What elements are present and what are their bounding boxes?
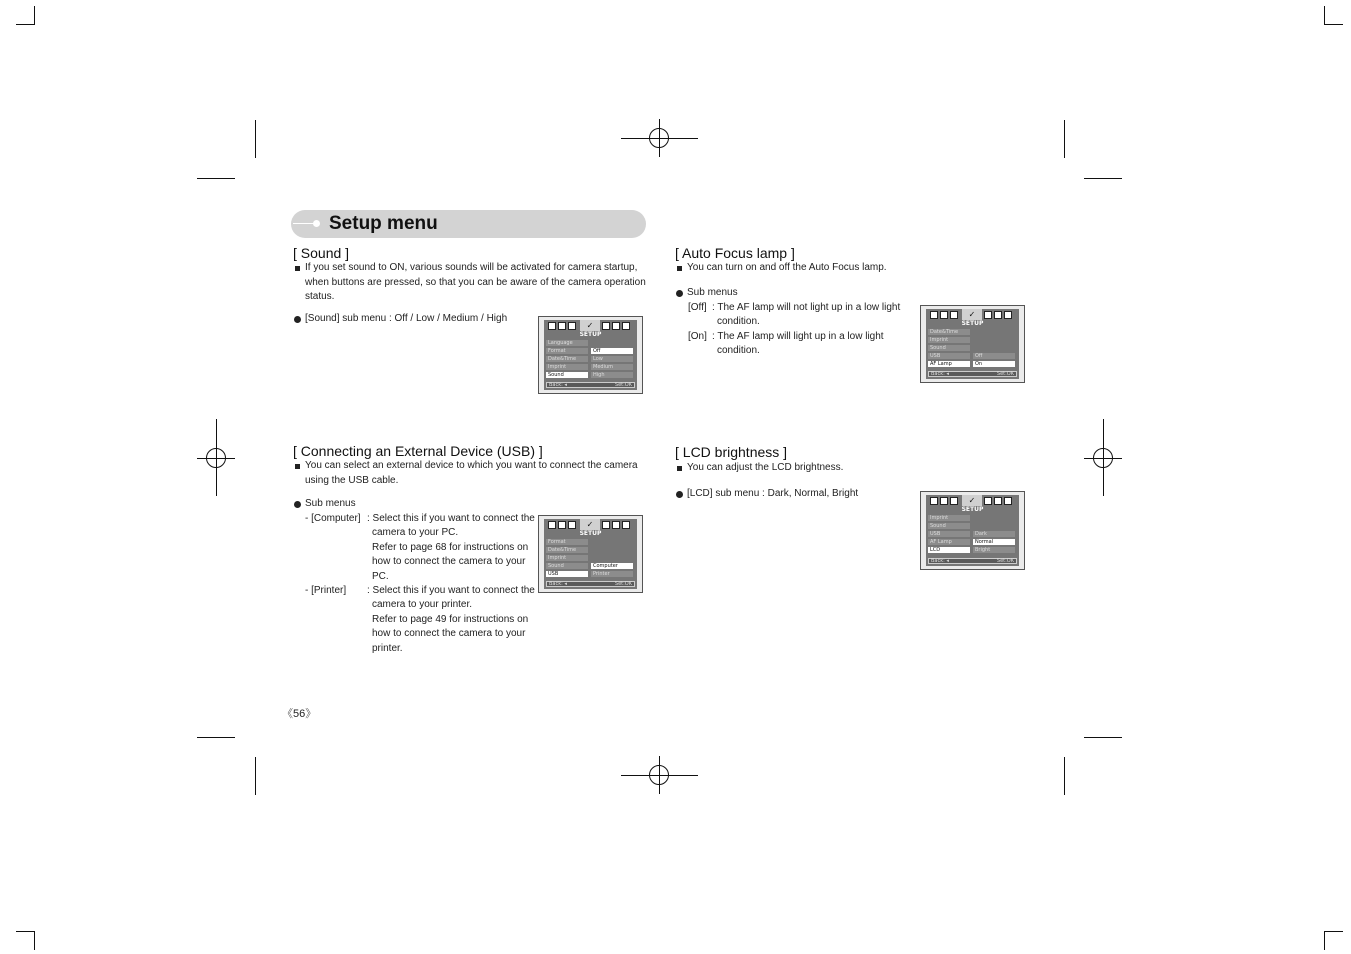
mode-tab-icon	[940, 311, 948, 319]
screen-title: SETUP	[579, 530, 602, 537]
lcd-desc: You can adjust the LCD brightness.	[687, 462, 844, 473]
sound-heading: [ Sound ]	[293, 245, 350, 261]
menu-item: USB	[928, 353, 970, 359]
page-number: 《56》	[282, 708, 317, 720]
screen-title: SETUP	[961, 320, 984, 327]
usb-computer-line: Refer to page 68 for instructions on	[372, 542, 529, 553]
back-hint: Back: ◂	[931, 371, 949, 377]
effect-tab-icon	[612, 322, 620, 330]
af-submenus-label: Sub menus	[687, 287, 738, 298]
back-hint: Back: ◂	[549, 382, 567, 388]
round-bullet-icon	[294, 316, 301, 323]
usb-printer-line: Refer to page 49 for instructions on	[372, 614, 529, 625]
menu-item: Date&Time	[928, 329, 970, 335]
submenu-option: High	[591, 372, 633, 378]
menu-item: Format	[546, 348, 588, 354]
af-off-label: [Off]	[688, 302, 707, 313]
screen-title: SETUP	[961, 506, 984, 513]
af-on-label: [On]	[688, 331, 707, 342]
submenu-option-selected: On	[973, 361, 1015, 367]
menu-item: USB	[928, 531, 970, 537]
back-hint: Back: ◂	[549, 581, 567, 587]
menu-tabs	[546, 322, 635, 331]
menu-tabs	[546, 521, 635, 530]
usb-screen	[538, 515, 643, 593]
grid-tab-icon	[1004, 497, 1012, 505]
round-bullet-icon	[676, 491, 683, 498]
submenu-option-selected: Normal	[973, 539, 1015, 545]
menu-item-selected: AF Lamp	[928, 361, 970, 367]
sound-submenu: [Sound] sub menu : Off / Low / Medium / High	[305, 313, 508, 324]
square-bullet-icon	[677, 466, 682, 471]
submenu-option-selected: Off	[591, 348, 633, 354]
sound-desc-line: when buttons are pressed, so that you can be aware of the camera operation	[305, 277, 646, 288]
grid-tab-icon	[622, 521, 630, 529]
usb-printer-line: camera to your printer.	[372, 599, 473, 610]
submenu-option: Off	[973, 353, 1015, 359]
sound-screen	[538, 316, 643, 394]
camera-tab-icon	[930, 311, 938, 319]
screen-footer	[546, 581, 635, 587]
af-heading: [ Auto Focus lamp ]	[675, 245, 795, 261]
page-title: Setup menu	[329, 213, 438, 234]
sound-desc-line: If you set sound to ON, various sounds will be activated for camera startup,	[305, 262, 638, 273]
usb-printer-line: how to connect the camera to your	[372, 628, 526, 639]
submenu-option: Medium	[591, 364, 633, 370]
menu-item-selected: LCD	[928, 547, 970, 553]
menu-item: Sound	[928, 345, 970, 351]
square-bullet-icon	[295, 464, 300, 469]
set-hint: Set:OK	[614, 382, 632, 388]
menu-item: Imprint	[546, 364, 588, 370]
set-hint: Set:OK	[996, 371, 1014, 377]
camera-tab-icon	[548, 322, 556, 330]
camera-tab-icon	[548, 521, 556, 529]
back-hint: Back: ◂	[931, 558, 949, 564]
usb-printer-line: : Select this if you want to connect the	[367, 585, 535, 596]
scene-tab-icon	[984, 311, 992, 319]
af-off-line: : The AF lamp will not light up in a low light	[712, 302, 901, 313]
usb-printer-line: printer.	[372, 643, 403, 654]
menu-item: Imprint	[546, 555, 588, 561]
af-off-line: condition.	[717, 316, 760, 327]
submenu-option: Bright	[973, 547, 1015, 553]
title-bullet-icon	[313, 220, 320, 227]
submenu-option: Printer	[591, 571, 633, 577]
screen-footer	[928, 371, 1017, 377]
screen-footer	[546, 382, 635, 388]
mode-tab-icon	[558, 521, 566, 529]
usb-printer-label: - [Printer]	[305, 585, 347, 596]
playback-tab-icon	[950, 311, 958, 319]
grid-tab-icon	[622, 322, 630, 330]
lcd-screen	[920, 491, 1025, 570]
usb-computer-line: how to connect the camera to your	[372, 556, 526, 567]
camera-tab-icon	[930, 497, 938, 505]
menu-item: Format	[546, 539, 588, 545]
usb-computer-line: : Select this if you want to connect the	[367, 513, 535, 524]
af-on-line: condition.	[717, 345, 760, 356]
lcd-heading: [ LCD brightness ]	[675, 444, 788, 460]
usb-desc-line: You can select an external device to which you want to connect the camera	[305, 460, 638, 471]
menu-item-selected: Sound	[546, 372, 588, 378]
setup-tab-icon: ✓	[962, 495, 982, 506]
effect-tab-icon	[994, 497, 1002, 505]
menu-item: Sound	[546, 563, 588, 569]
screen-footer	[928, 558, 1017, 564]
usb-computer-label: - [Computer]	[305, 513, 361, 524]
grid-tab-icon	[1004, 311, 1012, 319]
menu-item: Date&Time	[546, 547, 588, 553]
af-desc: You can turn on and off the Auto Focus lamp.	[687, 262, 887, 273]
round-bullet-icon	[676, 290, 683, 297]
effect-tab-icon	[994, 311, 1002, 319]
playback-tab-icon	[950, 497, 958, 505]
effect-tab-icon	[612, 521, 620, 529]
menu-tabs	[928, 311, 1017, 320]
set-hint: Set:OK	[614, 581, 632, 587]
menu-item-selected: USB	[546, 571, 588, 577]
usb-heading: [ Connecting an External Device (USB) ]	[293, 443, 543, 459]
square-bullet-icon	[295, 266, 300, 271]
playback-tab-icon	[568, 521, 576, 529]
square-bullet-icon	[677, 266, 682, 271]
mode-tab-icon	[558, 322, 566, 330]
setup-tab-icon: ✓	[962, 309, 982, 320]
setup-tab-icon: ✓	[580, 519, 600, 530]
af-on-line: : The AF lamp will light up in a low light	[712, 331, 884, 342]
sound-desc-line: status.	[305, 291, 335, 302]
menu-item: Date&Time	[546, 356, 588, 362]
scene-tab-icon	[984, 497, 992, 505]
title-decoration	[293, 223, 315, 224]
menu-item: AF Lamp	[928, 539, 970, 545]
usb-desc-line: using the USB cable.	[305, 475, 399, 486]
menu-item: Imprint	[928, 337, 970, 343]
mode-tab-icon	[940, 497, 948, 505]
scene-tab-icon	[602, 521, 610, 529]
set-hint: Set:OK	[996, 558, 1014, 564]
round-bullet-icon	[294, 501, 301, 508]
usb-computer-line: PC.	[372, 571, 389, 582]
menu-tabs	[928, 497, 1017, 506]
lcd-submenu: [LCD] sub menu : Dark, Normal, Bright	[687, 488, 859, 499]
menu-item: Language	[546, 340, 588, 346]
usb-submenus-label: Sub menus	[305, 498, 356, 509]
scene-tab-icon	[602, 322, 610, 330]
submenu-option-selected: Computer	[591, 563, 633, 569]
af-screen	[920, 305, 1025, 383]
submenu-option: Low	[591, 356, 633, 362]
setup-tab-icon: ✓	[580, 320, 600, 331]
screen-title: SETUP	[579, 331, 602, 338]
menu-item: Imprint	[928, 515, 970, 521]
menu-item: Sound	[928, 523, 970, 529]
usb-computer-line: camera to your PC.	[372, 527, 459, 538]
playback-tab-icon	[568, 322, 576, 330]
submenu-option: Dark	[973, 531, 1015, 537]
